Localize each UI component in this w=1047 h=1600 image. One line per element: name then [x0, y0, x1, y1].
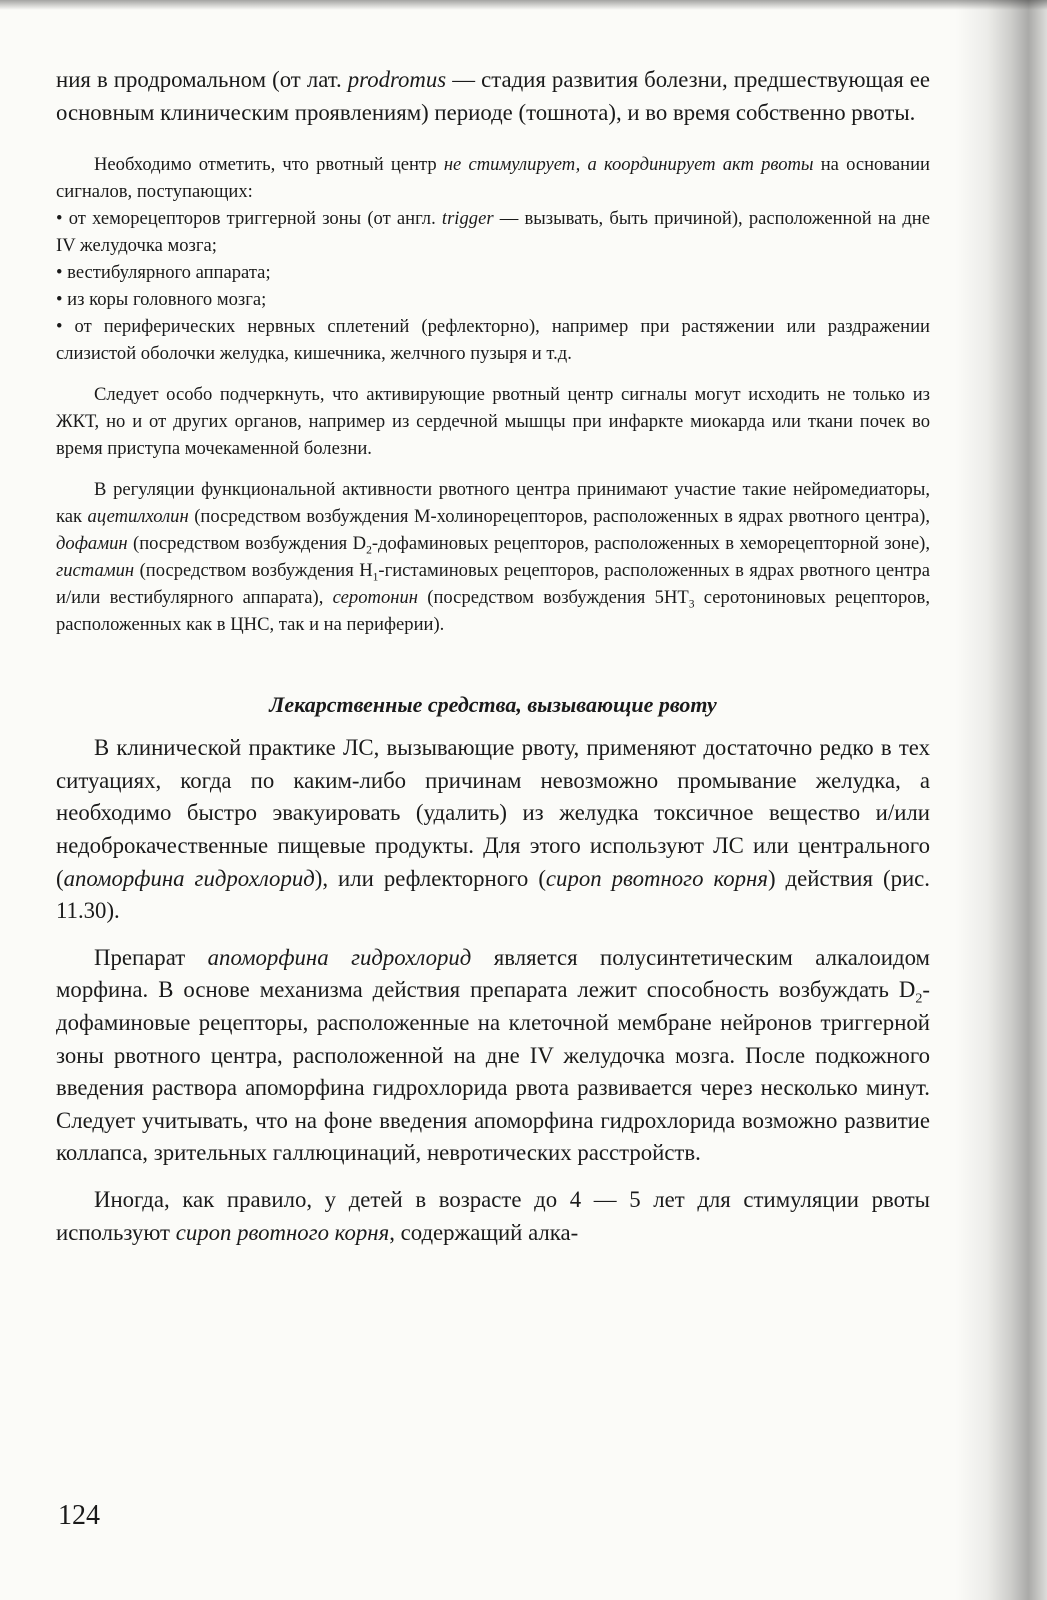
- page-top-shadow: [0, 0, 1047, 10]
- paragraph-apomorphine: Препарат апоморфина гидрохлорид является полусинтетическим алкалоидом морфина. В основе механизма действия препарата лежит способность возбуждать $D_2$-дофаминовые рецепторы, расположенные на клеточной мембране нейронов триггерной зоны рвотного центра, расположенной на дне IV желудочка мозга. После подкожного введения раствора апоморфина гидрохлорида рвота развивается через несколько минут. Следует учитывать, что на фоне введения апоморфина гидрохлорида возможно развитие коллапса, зрительных галлюцинаций, невротических расстройств.: [56, 944, 930, 1166]
- paragraph-neuromediators: В регуляции функциональной активности рвотного центра принимают участие такие нейромедиаторы, как ацетилхолин (посредством возбуждения М-холинорецепторов, расположенных в ядрах рвотного центра), дофамин (посредством возбуждения $D_2$-дофаминовых рецепторов, расположенных в хеморецепторной зоне), гистамин (посредством возбуждения $H_1$-гистаминовых рецепторов, расположенных в ядрах рвотного центра и/или вестибулярного аппарата), серотонин (посредством возбуждения $5HT_3$ серотониновых рецепторов, расположенных как в ЦНС, так и на периферии).: [56, 479, 931, 636]
- paragraph-continuation: ния в продромальном (от лат. prodromus — стадия развития болезни, предшествующая ее основным клиническим проявлениям) периоде (тошнота), и во время собственно рвоты.: [56, 67, 930, 125]
- list-item: • вестибулярного аппарата;: [56, 259, 930, 286]
- paragraph-signals: Следует особо подчеркнуть, что активирующие рвотный центр сигналы могут исходить не только из ЖКТ, но и от других органов, например из сердечной мышцы при инфаркте миокарда или ткани почек во время приступа мочекаменной болезни.: [56, 384, 930, 460]
- paragraph-syrup: Иногда, как правило, у детей в возрасте до 4 — 5 лет для стимуляции рвоты используют сироп рвотного корня, содержащий алка-: [56, 1186, 930, 1245]
- list-item: • из коры головного мозга;: [56, 286, 930, 313]
- page-edge-shadow: [955, 0, 1047, 1600]
- list-item: • от периферических нервных сплетений (рефлекторно), например при растяжении или раздражении слизистой оболочки желудка, кишечника, желчного пузыря и т.д.: [56, 313, 930, 367]
- paragraph-vomiting-center: Необходимо отметить, что рвотный центр не стимулирует, а координирует акт рвоты на основании сигналов, поступающих:: [56, 154, 930, 203]
- page-content: [56, 64, 930, 1249]
- page-number: 124: [58, 1500, 100, 1531]
- section-heading: Лекарственные средства, вызывающие рвоту: [269, 692, 717, 718]
- paragraph-clinical-practice: В клинической практике ЛС, вызывающие рвоту, применяют достаточно редко в тех ситуациях, когда по каким-либо причинам невозможно промывание желудка, а необходимо быстро эвакуировать (удалить) из желудка токсичное вещество и/или недоброкачественные пищевые продукты. Для этого используют ЛС или центрального (апоморфина гидрохлорид), или рефлекторного (сироп рвотного корня) действия (рис. 11.30).: [56, 735, 930, 924]
- list-item: • от хеморецепторов триггерной зоны (от англ. trigger — вызывать, быть причиной), расположенной на дне IV желудочка мозга;: [56, 205, 930, 259]
